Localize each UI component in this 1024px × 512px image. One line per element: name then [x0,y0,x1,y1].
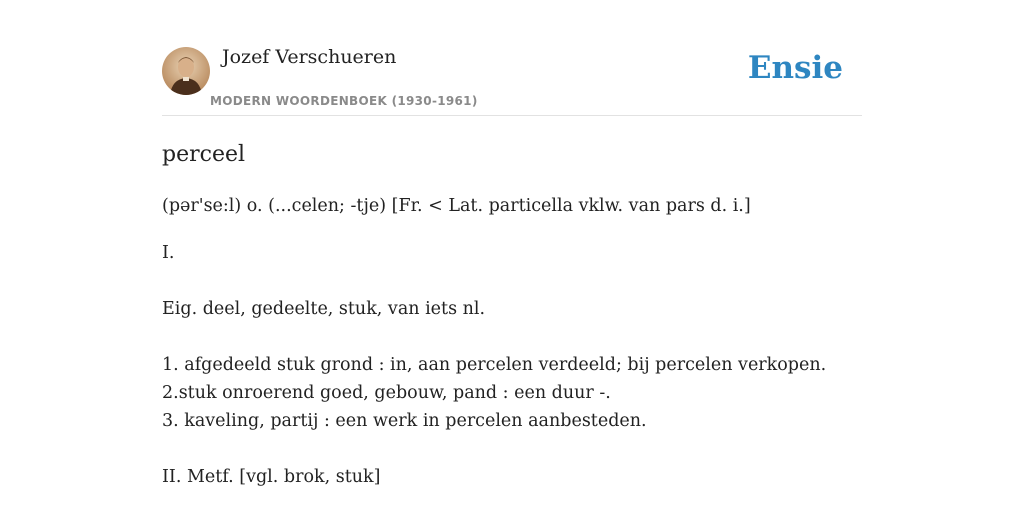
blank-line [162,267,862,295]
blank-line [162,435,862,463]
definition-line: II. Metf. [vgl. brok, stuk] [162,467,381,487]
definition-line: Eig. deel, gedeelte, stuk, van iets nl. [162,299,486,319]
definition-line: I. [162,243,175,263]
dictionary-source[interactable]: MODERN WOORDENBOEK (1930-1961) [210,94,478,108]
author-portrait-icon [162,47,210,95]
author-name[interactable]: Jozef Verschueren [222,46,397,68]
ensie-logo[interactable]: Ensie [747,50,843,86]
definition-line: 2.stuk onroerend goed, gebouw, pand : een duur -. [162,383,611,403]
definition-line: 1. afgedeeld stuk grond : in, aan percelen verdeeld; bij percelen verkopen. [162,355,827,375]
definition-body [162,239,862,491]
definition-line: 3. kaveling, partij : een werk in percelen aanbesteden. [162,411,647,431]
author-avatar[interactable] [162,47,210,95]
etymology: (pər'se:l) o. (...celen; -tje) [Fr. < Lat. particella vklw. van pars d. i.] [162,196,751,216]
blank-line [162,323,862,351]
entry-content [162,140,862,491]
headword: perceel [162,142,246,167]
entry-header [162,44,862,116]
